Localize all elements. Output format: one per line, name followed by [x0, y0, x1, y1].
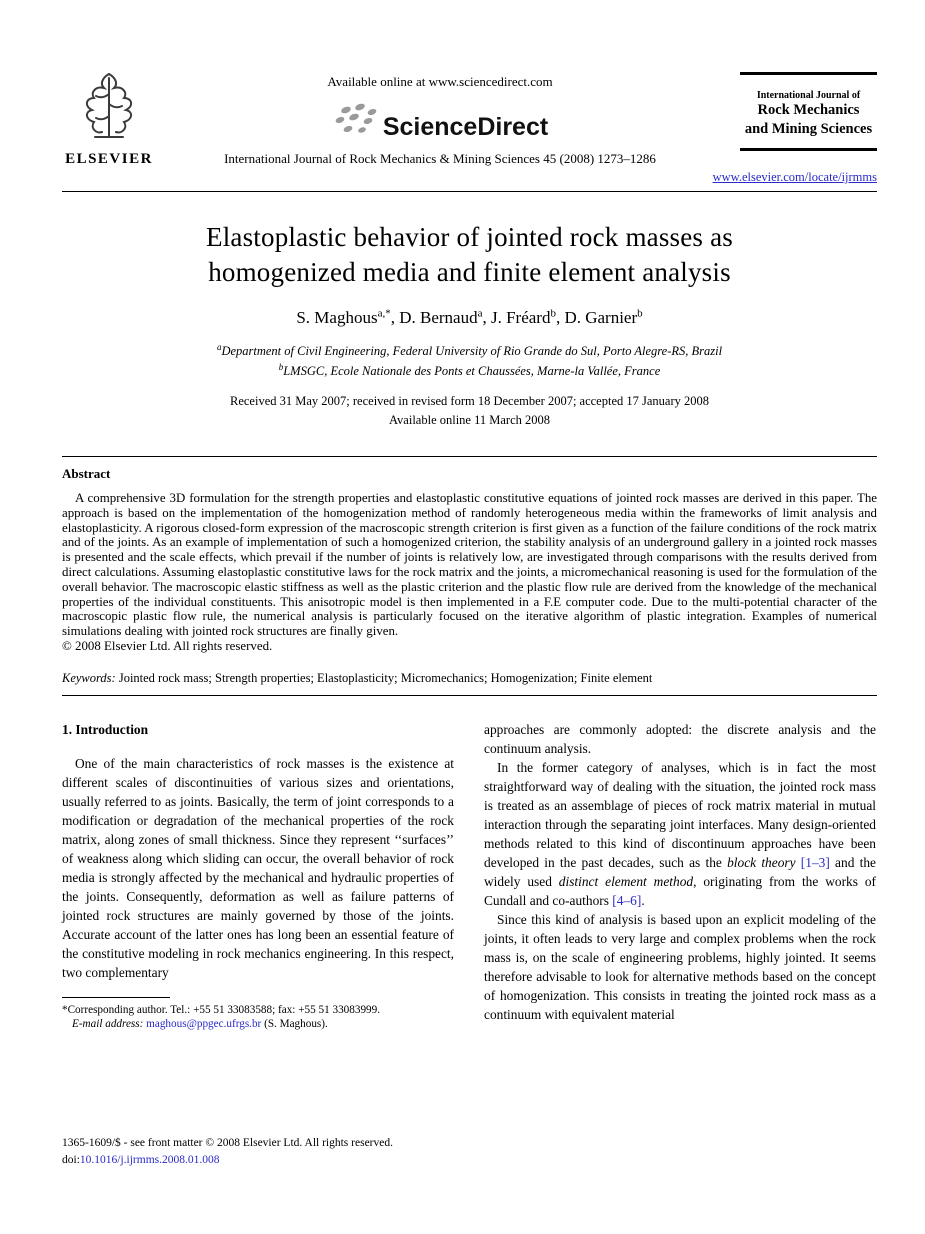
affiliation-marker: b: [278, 361, 284, 372]
affiliation-a: [62, 341, 877, 361]
journal-citation: International Journal of Rock Mechanics & Mining Sciences 45 (2008) 1273–1286: [224, 151, 656, 166]
abstract-body: A comprehensive 3D formulation for the strength properties and elastoplastic constitutive equations of jointed rock masses are derived in this paper. The approach is based on the implementation of the homogenization method of randomly heterogeneous media within the frameworks of limit analysis and elastoplasticity. A rigorous closed-form expression of the macroscopic strength criterion is first given as a function of the failure conditions of the rock matrix and of the joints. As an example of implementation of such a homogenized criterion, the stability analysis of an underground gallery in a jointed rock masses is presented and the scale effects, which prevail if the number of joints is relatively low, are investigated through comparisons with the results derived from direct calculations. Assuming elastoplastic constitutive laws for the rock matrix and the joints, a micromechanical reasoning is used for the formulation of the overall behavior. The macroscopic elastic stiffness as well as the plastic criterion and the plastic flow rule are derived from the knowledge of the mechanical properties of the individual constituents. This anisotropic model is then implemented in a F.E computer code. Due to the multi-potential character of the macroscopic plastic flow rule, the numerical analysis is particularly focused on the iterative algorithm of plastic integration. Examples of numerical simulations dealing with jointed rock structures are finally given.: [62, 490, 877, 639]
citation-link-1-3[interactable]: [1–3]: [800, 854, 830, 870]
author-list: [62, 307, 877, 328]
abstract-top-divider: [62, 456, 877, 457]
affiliation-b: [62, 361, 877, 381]
author-affil-marker: a: [477, 307, 483, 319]
author-separator: ,: [390, 307, 400, 327]
intro-paragraph-1: One of the main characteristics of rock masses is the existence at different scales of discontinuities of various sizes and orientations, usually referred to as joints. Basically, the term of joint corresponds to a modification or degradation of the mechanical properties of the rock matrix, along zones of small thickness. Since they represent ‘‘surfaces’’ of weakness along which sliding can occur, the overall behavior of rock media is strongly affected by the mechanical and hydraulic properties of the joints. Consequently, deformation as well as failure patterns of jointed rock structures are mainly governed by those of the joints. Accurate account of the latter ones has long been an essential feature of the constitutive modeling in rock mechanics engineering. In this respect, two complementary: [62, 755, 454, 980]
abstract-copyright: © 2008 Elsevier Ltd. All rights reserved.: [62, 638, 273, 653]
author: [564, 308, 642, 327]
footnote-divider: [62, 997, 170, 998]
section-heading-introduction: 1. Introduction: [62, 721, 149, 737]
journal-box-line1: International Journal of: [756, 90, 861, 101]
email-label: E-mail address:: [72, 1018, 147, 1031]
sciencedirect-dots-icon: [332, 102, 380, 138]
text-run: , originating from the works of Cundall and co-authors: [484, 873, 876, 908]
sciencedirect-logo-text: ScienceDirect: [382, 113, 549, 141]
affiliation-marker: a: [216, 341, 222, 352]
affiliation-text: LMSGC, Ecole Nationale des Ponts et Chaussées, Marne-la Vallée, France: [283, 363, 661, 378]
body-columns: [62, 720, 877, 1032]
title-line-2: homogenized media and finite element analysis: [208, 257, 731, 287]
author-name: S. Maghous: [296, 307, 378, 327]
email-link[interactable]: maghous@ppgec.ufrgs.br: [146, 1018, 262, 1031]
journal-box-line2: Rock Mechanics: [757, 102, 860, 118]
text-run: and the widely used: [484, 854, 876, 889]
author-name: D. Garnier: [564, 307, 638, 327]
received-dates: Received 31 May 2007; received in revised form 18 December 2007; accepted 17 January 2008: [230, 394, 709, 409]
journal-cover-box: [740, 72, 877, 151]
author-name: D. Bernaud: [399, 307, 478, 327]
left-column: [62, 720, 454, 1032]
author: [399, 308, 491, 327]
author-name: J. Fréard: [490, 307, 551, 327]
elsevier-tree-icon: [66, 68, 152, 144]
issn-copyright-line: 1365-1609/$ - see front matter © 2008 Elsevier Ltd. All rights reserved.: [62, 1137, 393, 1149]
abstract-heading: Abstract: [62, 465, 111, 481]
doi-link[interactable]: 10.1016/j.ijrmms.2008.01.008: [79, 1153, 220, 1166]
intro-paragraph-4: Since this kind of analysis is based upon an explicit modeling of the joints, it often leads to very large and complex problems when the rock mass is, on the scale of engineering problems, highly jointed. It seems therefore advisable to look for alternative methods based on the concept of homogenization. This consists in treating the jointed rock mass as a continuum with equivalent material: [484, 911, 876, 1022]
elsevier-logo-text: ELSEVIER: [65, 151, 153, 167]
journal-box-line3: and Mining Sciences: [744, 120, 873, 137]
email-rest: (S. Maghous).: [261, 1018, 328, 1031]
affiliation-text: Department of Civil Engineering, Federal University of Rio Grande do Sul, Porto Alegre-RS, Brazil: [221, 343, 723, 358]
available-online-text: Available online at www.sciencedirect.com: [327, 74, 553, 89]
intro-paragraph-2: approaches are commonly adopted: the discrete analysis and the continuum analysis.: [484, 721, 876, 756]
article: [62, 206, 877, 1032]
footnote-line-1: [62, 1003, 454, 1018]
author-affil-marker: b: [550, 307, 556, 319]
title-line-1: Elastoplastic behavior of jointed rock masses as: [206, 222, 733, 252]
footnote-text: Corresponding author. Tel.: +55 51 33083588; fax: +55 51 33083999.: [67, 1003, 381, 1016]
elsevier-logo[interactable]: [58, 68, 160, 168]
footnote-marker: *: [62, 1003, 68, 1016]
author-separator: ,: [482, 307, 491, 327]
corresponding-author-footnote: [62, 997, 454, 1032]
distinct-element-term: distinct element method: [558, 873, 694, 889]
doi-line: [62, 1152, 393, 1169]
keywords-label: Keywords:: [62, 670, 116, 685]
keywords-bottom-divider: [62, 695, 877, 696]
author-affil-marker: b: [637, 307, 643, 319]
header-divider: [62, 191, 877, 192]
journal-homepage-link[interactable]: www.elsevier.com/locate/ijrmms: [712, 170, 877, 184]
text-run: .: [641, 892, 645, 908]
keywords-text: Jointed rock mass; Strength properties; Elastoplasticity; Micromechanics; Homogenization; Finite element: [115, 670, 653, 685]
footnote-line-2: [62, 1017, 454, 1032]
available-online-date: Available online 11 March 2008: [388, 413, 551, 428]
right-column: [484, 720, 876, 1032]
text-run: In the former category of analyses, which is in fact the most straightforward way of dealing with the situation, the jointed rock mass is treated as an assemblage of pieces of rock matrix material in mutual interaction through the separating joint interfaces. Many design-oriented methods related to this kind of discontinuum approaches have been developed in the past decades, such as the: [484, 759, 876, 870]
author: [491, 308, 564, 327]
citation-link-4-6[interactable]: [4–6]: [612, 892, 642, 908]
header-center: [190, 74, 690, 167]
author-separator: ,: [555, 307, 565, 327]
block-theory-term: block theory: [727, 854, 796, 870]
author-affil-marker: a,*: [377, 307, 391, 319]
doi-label: doi:: [62, 1153, 80, 1166]
affiliations: [62, 341, 877, 381]
intro-paragraph-3: [484, 758, 876, 910]
article-history: [62, 392, 877, 430]
author: [296, 308, 399, 327]
article-title: [62, 220, 877, 290]
keywords-line: [62, 671, 877, 686]
sciencedirect-logo[interactable]: [190, 94, 690, 140]
imprint-block: [62, 1135, 393, 1168]
